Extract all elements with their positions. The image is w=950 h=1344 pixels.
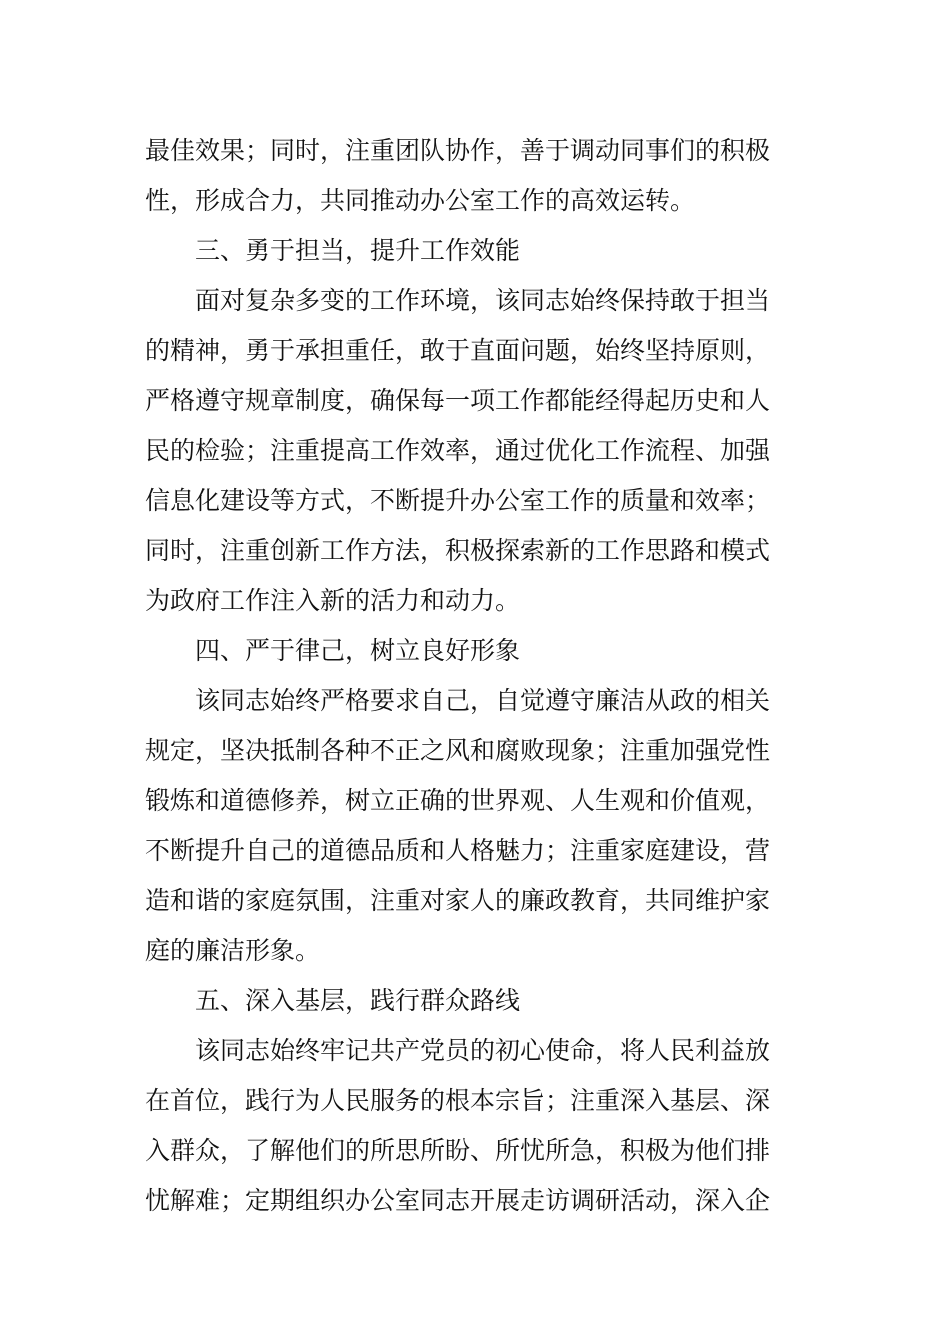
paragraph-start: 面对复杂多变的工作环境，该同志始终保持敢于担当 — [195, 286, 771, 315]
text-line: 的精神，勇于承担重任，敢于直面问题，始终坚持原则， — [145, 336, 771, 365]
paragraph-start: 该同志始终严格要求自己，自觉遵守廉洁从政的相关 — [195, 686, 771, 715]
paragraph-start: 该同志始终牢记共产党员的初心使命，将人民利益放 — [195, 1036, 771, 1065]
text-line: 为政府工作注入新的活力和动力。 — [145, 586, 521, 615]
text-line: 规定，坚决抵制各种不正之风和腐败现象；注重加强党性 — [145, 736, 771, 765]
text-line: 不断提升自己的道德品质和人格魅力；注重家庭建设，营 — [145, 836, 771, 865]
text-line: 性，形成合力，共同推动办公室工作的高效运转。 — [145, 186, 696, 215]
text-line: 在首位，践行为人民服务的根本宗旨；注重深入基层、深 — [145, 1086, 771, 1115]
text-line: 忧解难；定期组织办公室同志开展走访调研活动，深入企 — [145, 1186, 771, 1215]
text-line: 严格遵守规章制度，确保每一项工作都能经得起历史和人 — [145, 386, 771, 415]
text-line: 最佳效果；同时，注重团队协作，善于调动同事们的积极 — [145, 136, 771, 165]
text-line: 信息化建设等方式，不断提升办公室工作的质量和效率； — [145, 486, 771, 515]
section-heading-4: 四、严于律己，树立良好形象 — [195, 636, 521, 665]
text-line: 入群众，了解他们的所思所盼、所忧所急，积极为他们排 — [145, 1136, 771, 1165]
text-line: 造和谐的家庭氛围，注重对家人的廉政教育，共同维护家 — [145, 886, 771, 915]
text-line: 民的检验；注重提高工作效率，通过优化工作流程、加强 — [145, 436, 771, 465]
text-line: 锻炼和道德修养，树立正确的世界观、人生观和价值观， — [145, 786, 771, 815]
text-line: 庭的廉洁形象。 — [145, 936, 321, 965]
section-heading-3: 三、勇于担当，提升工作效能 — [195, 236, 521, 265]
section-heading-5: 五、深入基层，践行群众路线 — [195, 986, 521, 1015]
document-body — [145, 126, 815, 1226]
text-line: 同时，注重创新工作方法，积极探索新的工作思路和模式 — [145, 536, 771, 565]
